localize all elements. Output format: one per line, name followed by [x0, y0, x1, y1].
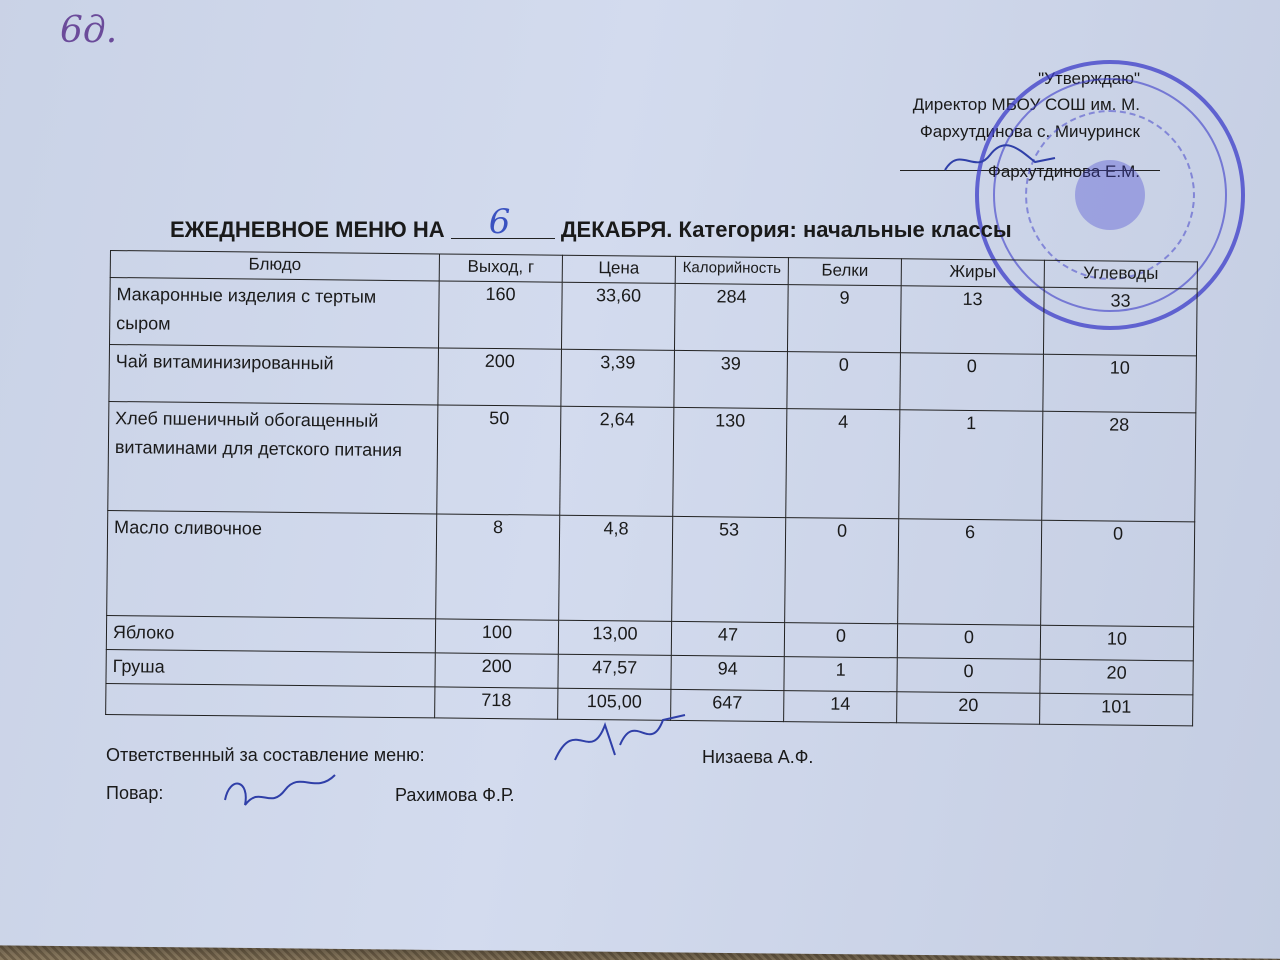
yield-value: 160	[438, 281, 562, 349]
total-calories: 647	[671, 689, 784, 721]
header-carbs: Углеводы	[1044, 260, 1197, 289]
header-protein: Белки	[788, 258, 901, 286]
protein-value: 0	[785, 518, 899, 624]
total-yield: 718	[435, 687, 558, 719]
header-dish: Блюдо	[110, 251, 439, 281]
cook-label: Повар:	[106, 783, 164, 803]
fat-value: 0	[897, 624, 1040, 659]
protein-value: 0	[784, 623, 897, 658]
total-protein: 14	[784, 690, 897, 722]
total-price: 105,00	[558, 688, 671, 720]
responsible-signature	[545, 705, 695, 775]
total-label	[106, 683, 435, 717]
dish-name: Груша	[106, 649, 435, 686]
table-row	[107, 510, 1195, 626]
protein-value: 9	[787, 285, 901, 353]
yield-value: 50	[437, 405, 561, 515]
title-suffix: ДЕКАБРЯ. Категория: начальные классы	[560, 217, 1012, 242]
calories-value: 39	[674, 350, 788, 408]
responsible-name: Низаева А.Ф.	[702, 747, 814, 767]
dish-name: Хлеб пшеничный обогащенный витаминами для детского питания	[108, 401, 438, 513]
title-prefix: ЕЖЕДНЕВНОЕ МЕНЮ НА	[170, 217, 445, 242]
calories-value: 284	[674, 283, 788, 351]
dish-name: Макаронные изделия с тертым сыром	[110, 278, 440, 348]
price-value: 2,64	[560, 406, 674, 516]
cook-signature	[215, 765, 345, 825]
calories-value: 94	[671, 655, 784, 690]
dish-name: Масло сливочное	[107, 510, 437, 618]
header-calories: Калорийность	[675, 256, 788, 284]
menu-title	[170, 202, 1012, 243]
carbs-value: 28	[1042, 411, 1196, 522]
carbs-value: 20	[1040, 659, 1193, 694]
menu-table	[105, 250, 1198, 726]
carbs-value: 33	[1043, 287, 1197, 356]
approval-line-2: Директор МБОУ СОШ им. М.	[912, 95, 1140, 115]
handwritten-date: 6	[488, 202, 511, 242]
approval-line-4: Фархутдинова Е.М.	[987, 162, 1140, 182]
total-fat: 20	[897, 691, 1040, 723]
cook-name: Рахимова Ф.Р.	[395, 785, 515, 805]
table-row	[108, 401, 1196, 521]
total-carbs: 101	[1040, 693, 1193, 726]
price-value: 3,39	[561, 349, 675, 407]
price-value: 47,57	[558, 654, 671, 689]
price-value: 4,8	[559, 515, 673, 621]
stamp-emblem	[1075, 160, 1145, 230]
protein-value: 0	[787, 352, 901, 410]
date-blank	[451, 202, 555, 242]
header-yield: Выход, г	[439, 254, 562, 282]
fat-value: 0	[897, 658, 1040, 693]
price-value: 13,00	[558, 620, 671, 655]
yield-value: 100	[435, 619, 558, 654]
header-price: Цена	[562, 255, 675, 283]
fat-value: 0	[900, 353, 1044, 411]
approval-line-3: Фархутдинова с. Мичуринск	[919, 121, 1140, 141]
calories-value: 130	[673, 407, 787, 517]
protein-value: 4	[786, 409, 900, 519]
carbs-value: 10	[1043, 354, 1197, 413]
carbs-value: 0	[1041, 520, 1195, 627]
calories-value: 47	[671, 621, 784, 656]
handwritten-note: 6д.	[60, 10, 118, 51]
fat-value: 13	[900, 286, 1044, 354]
yield-value: 8	[436, 514, 560, 620]
approval-line-1: "Утверждаю"	[1038, 69, 1140, 88]
calories-value: 53	[672, 516, 786, 622]
price-value: 33,60	[561, 282, 675, 350]
protein-value: 1	[784, 656, 897, 691]
dish-name: Яблоко	[106, 615, 435, 652]
fat-value: 1	[899, 410, 1043, 520]
yield-value: 200	[438, 348, 562, 406]
fat-value: 6	[898, 519, 1042, 625]
responsible-label: Ответственный за составление меню:	[106, 745, 425, 765]
carbs-value: 10	[1040, 625, 1193, 660]
dish-name: Чай витаминизированный	[109, 345, 439, 405]
yield-value: 200	[435, 653, 558, 688]
header-fat: Жиры	[901, 259, 1044, 287]
table-row	[110, 278, 1198, 356]
director-signature	[940, 140, 1060, 180]
